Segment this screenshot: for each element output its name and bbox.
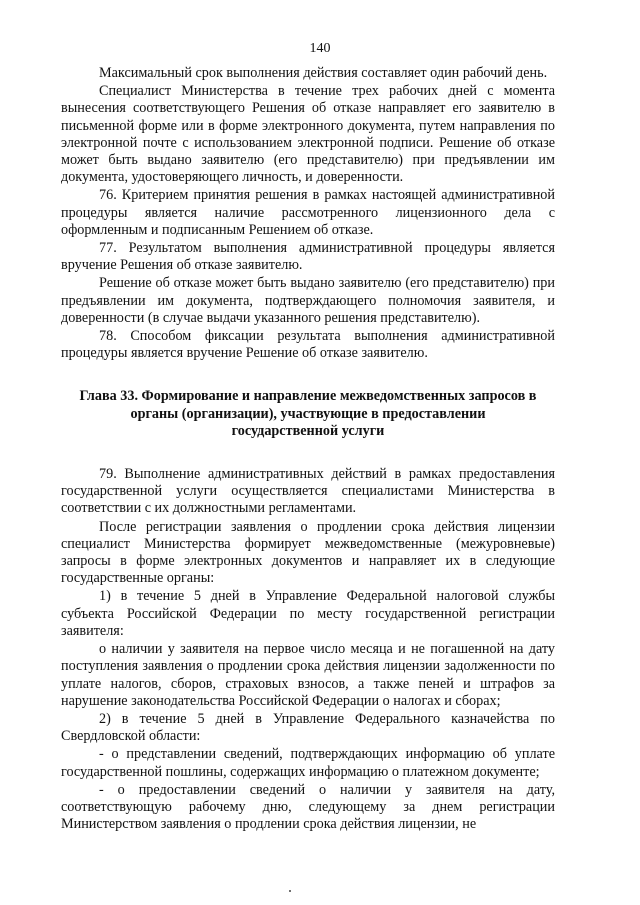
- scan-speck: [289, 890, 291, 892]
- paragraph: 78. Способом фиксации результата выполнения административной процедуры является вручение Решение об отказе заявителю.: [61, 328, 555, 362]
- paragraph: - о предоставлении сведений о наличии у заявителя на дату, соответствующую рабочему дню, следующему за днем регистрации Министерством заявления о продлении срока действия лицензии, не: [61, 781, 555, 833]
- paragraph: 77. Результатом выполнения административной процедуры является вручение Решения об отказе заявителю.: [61, 240, 555, 274]
- paragraph: Максимальный срок выполнения действия составляет один рабочий день.: [99, 65, 548, 81]
- paragraph: - о представлении сведений, подтверждающих информацию об уплате государственной пошлины, содержащих информацию о платежном документе;: [61, 746, 555, 780]
- paragraph: 1) в течение 5 дней в Управление Федеральной налоговой службы субъекта Российской Федерации по месту государственной регистрации заявителя:: [61, 588, 555, 639]
- document-body: [61, 65, 555, 834]
- paragraph: Решение об отказе может быть выдано заявителю (его представителю) при предъявлении им документа, подтверждающего полномочия заявителя, и доверенности (в случае выдачи указанного решения представителю).: [61, 275, 555, 326]
- paragraph: После регистрации заявления о продлении срока действия лицензии специалист Министерства формирует межведомственные (межуровневые) запросы в форме электронных документов и направляет их в следующие государственные органы:: [61, 518, 555, 587]
- paragraph: о наличии у заявителя на первое число месяца и не погашенной на дату поступления заявления о продлении срока действия лицензии задолженности по уплате налогов, сборов, страховых взносов, а также пеней и штрафов за нарушение законодательства Российской Федерации о налогах и сборах;: [61, 641, 555, 709]
- paragraph: 76. Критерием принятия решения в рамках настоящей административной процедуры является наличие рассмотренного лицензионного дела с оформленным и подписанным Решением об отказе.: [61, 187, 555, 238]
- paragraph: 2) в течение 5 дней в Управление Федерального казначейства по Свердловской области:: [61, 710, 555, 745]
- paragraph: Специалист Министерства в течение трех рабочих дней с момента вынесения соответствующего Решения об отказе направляет его заявителю в письменной форме или в форме электронного документа, путем направления по электронной почте с использованием электронной подписи. Решение об отказе может быть выдано заявителю (его представителю) при предъявлении им документа, удостоверяющего личность, и доверенности.: [61, 83, 555, 186]
- page-number: 140: [309, 41, 331, 56]
- chapter-title: Глава 33. Формирование и направление межведомственных запросов в органы (организации), участвующие в предоставлении государственной услуги: [79, 388, 537, 439]
- paragraph: 79. Выполнение административных действий в рамках предоставления государственной услуги осуществляется специалистами Министерства в соответствии с их должностными регламентами.: [61, 466, 555, 517]
